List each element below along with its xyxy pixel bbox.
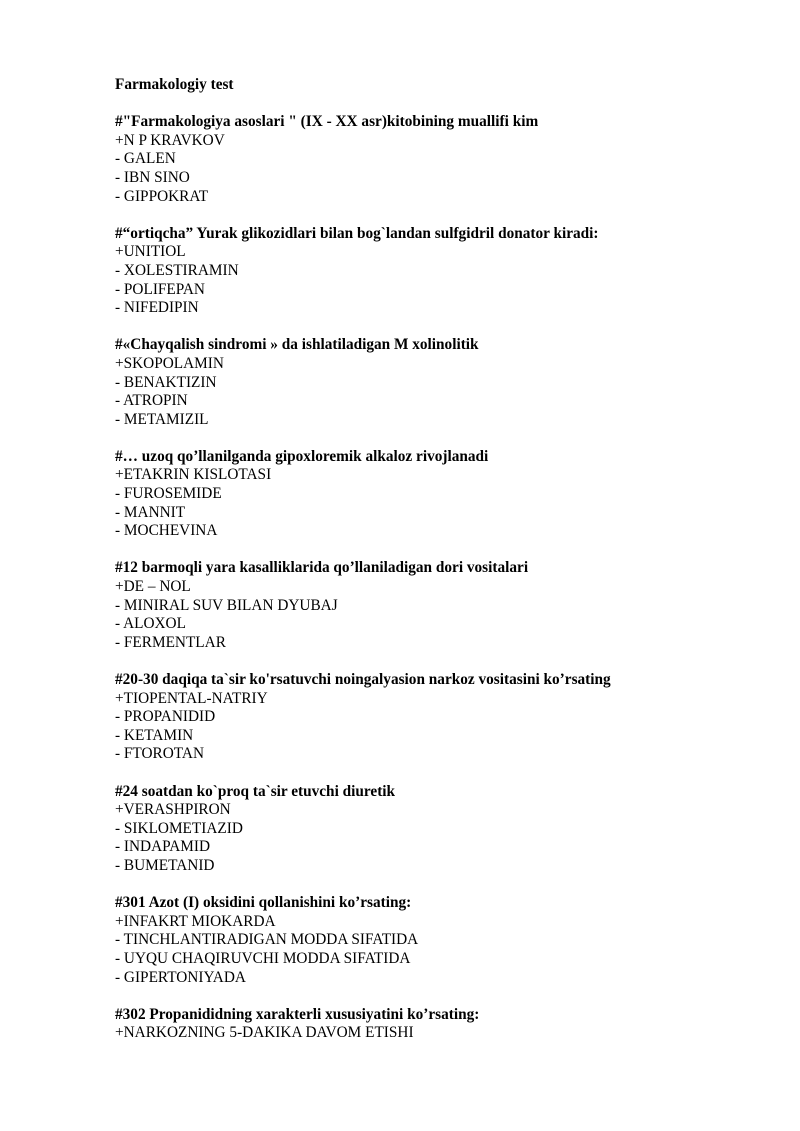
answer-option: - BENAKTIZIN (115, 373, 217, 391)
answer-option: - XOLESTIRAMIN (115, 261, 239, 279)
question-list (115, 113, 735, 1043)
question-block (115, 671, 735, 764)
correct-answer: +ETAKRIN KISLOTASI (115, 466, 272, 484)
correct-answer: +NARKOZNING 5-DAKIKA DAVOM ETISHI (115, 1024, 414, 1042)
answer-option: - MOCHEVINA (115, 522, 218, 540)
answer-option: - SIKLOMETIAZID (115, 819, 243, 837)
question-text: #«Chayqalish sindromi » da ishlatiladigan M xolinolitik (115, 336, 479, 354)
question-block (115, 1006, 735, 1043)
answer-option: - GIPERTONIYADA (115, 968, 246, 986)
question-block (115, 113, 735, 206)
correct-answer: +TIOPENTAL-NATRIY (115, 689, 268, 707)
answer-option: - KETAMIN (115, 726, 194, 744)
question-block (115, 894, 735, 987)
answer-option: - ALOXOL (115, 615, 186, 633)
question-text: #24 soatdan ko`proq ta`sir etuvchi diuretik (115, 782, 396, 800)
correct-answer: +VERASHPIRON (115, 801, 231, 819)
question-text: #20-30 daqiqa ta`sir ko'rsatuvchi noingalyasion narkoz vositasini ko’rsating (115, 671, 611, 688)
question-block (115, 225, 735, 318)
answer-option: - IBN SINO (115, 168, 190, 186)
question-block (115, 336, 735, 429)
correct-answer: +SKOPOLAMIN (115, 354, 224, 372)
correct-answer: +N P KRAVKOV (115, 131, 225, 149)
answer-option: - TINCHLANTIRADIGAN MODDA SIFATIDA (115, 931, 419, 949)
answer-option: - INDAPAMID (115, 838, 211, 856)
answer-option: - GALEN (115, 150, 176, 168)
correct-answer: +DE – NOL (115, 578, 191, 596)
question-text: #… uzoq qo’llanilganda gipoxloremik alkaloz rivojlanadi (115, 447, 489, 465)
answer-option: - UYQU CHAQIRUVCHI MODDA SIFATIDA (115, 949, 411, 967)
answer-option: - PROPANIDID (115, 708, 216, 726)
question-block (115, 559, 735, 652)
answer-option: - ATROPIN (115, 392, 188, 410)
question-block (115, 448, 735, 541)
question-text: #12 barmoqli yara kasalliklarida qo’llaniladigan dori vositalari (115, 559, 529, 577)
question-block (115, 783, 735, 876)
question-text: #302 Propanididning xarakterli xususiyatini ko’rsating: (115, 1005, 480, 1023)
answer-option: - BUMETANID (115, 856, 215, 874)
question-text: #"Farmakologiya asoslari " (IX - XX asr)kitobining muallifi kim (115, 113, 539, 131)
question-text: #“ortiqcha” Yurak glikozidlari bilan bog`landan sulfgidril donator kiradi: (115, 224, 599, 242)
answer-option: - FUROSEMIDE (115, 485, 222, 503)
answer-option: - METAMIZIL (115, 410, 209, 428)
answer-option: - MINIRAL SUV BILAN DYUBAJ (115, 596, 338, 614)
question-text: #301 Azot (I) oksidini qollanishini ko’rsating: (115, 894, 412, 912)
answer-option: - MANNIT (115, 503, 186, 521)
document-title: Farmakologiy test (115, 76, 234, 93)
answer-option: - POLIFEPAN (115, 280, 205, 298)
document-page (115, 76, 735, 1061)
answer-option: - FERMENTLAR (115, 633, 226, 651)
answer-option: - GIPPOKRAT (115, 187, 209, 205)
answer-option: - FTOROTAN (115, 745, 205, 763)
correct-answer: +INFAKRT MIOKARDA (115, 912, 276, 930)
answer-option: - NIFEDIPIN (115, 299, 199, 317)
correct-answer: +UNITIOL (115, 243, 186, 261)
